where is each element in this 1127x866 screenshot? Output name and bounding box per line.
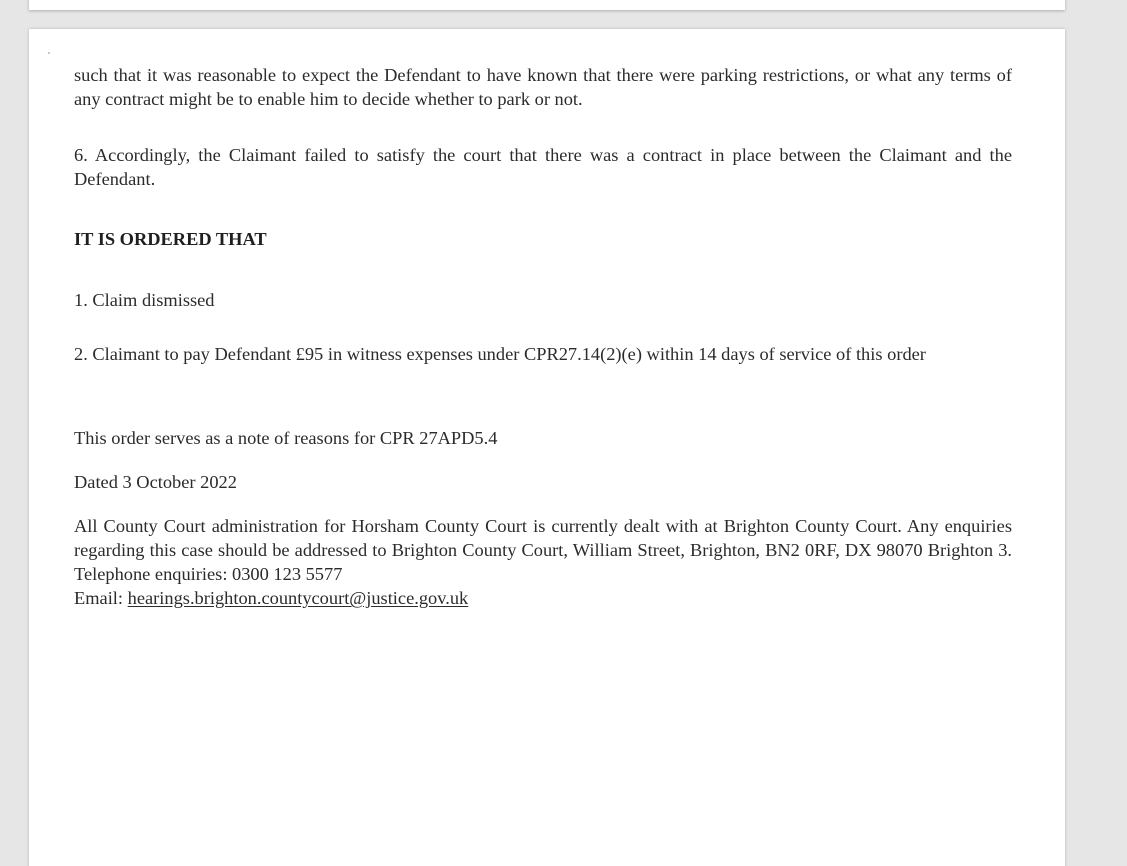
- email-link[interactable]: hearings.brighton.countycourt@justice.gov.uk: [127, 588, 469, 608]
- scan-speck: [48, 52, 50, 54]
- order-heading: IT IS ORDERED THAT: [74, 229, 267, 249]
- email-label: Email:: [74, 588, 128, 608]
- reasons-note: This order serves as a note of reasons for CPR 27APD5.4: [74, 428, 498, 448]
- order-item-2: 2. Claimant to pay Defendant £95 in witness expenses under CPR27.14(2)(e) within 14 days of service of this order: [74, 344, 926, 364]
- email-line: [74, 586, 1012, 610]
- dated-line: Dated 3 October 2022: [74, 472, 237, 492]
- previous-page-edge: [29, 0, 1065, 10]
- admin-paragraph: All County Court administration for Horsham County Court is currently dealt with at Brighton County Court. Any enquiries regarding this case should be addressed to Brighton County Court, William Street, Brighton, BN2 0RF, DX 98070 Brighton 3. Telephone enquiries: 0300 123 5577: [74, 516, 1012, 584]
- paragraph-continuation: such that it was reasonable to expect the Defendant to have known that there were parking restrictions, or what any terms of any contract might be to enable him to decide whether to park or not.: [74, 65, 1012, 109]
- order-item-1: 1. Claim dismissed: [74, 290, 215, 310]
- document-page: [29, 29, 1065, 866]
- paragraph-6: 6. Accordingly, the Claimant failed to satisfy the court that there was a contract in place between the Claimant and the Defendant.: [74, 145, 1012, 189]
